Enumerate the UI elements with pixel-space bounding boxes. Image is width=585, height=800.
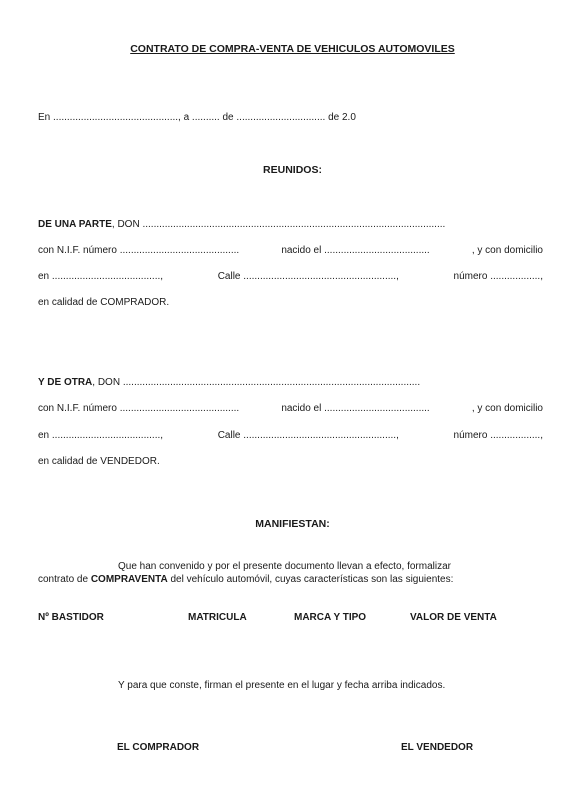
buyer-birth-field: nacido el ...................................... [281,245,430,256]
seller-birth-field: nacido el ...................................... [281,403,430,414]
column-bastidor: Nº BASTIDOR [38,612,104,623]
reunidos-heading: REUNIDOS: [263,164,322,176]
seller-name-line [38,376,543,390]
buyer-name-line [38,218,543,232]
seller-street-field: Calle ......................................................., [217,430,399,441]
closing-line: Y para que conste, firman el presente en el lugar y fecha arriba indicados. [118,680,446,691]
seller-signature-label: EL VENDEDOR [401,742,474,753]
seller-name-field: , DON ........................................................................................................... [92,377,421,388]
manifiestan-bold: COMPRAVENTA [90,574,168,585]
buyer-domicile-label: , y con domicilio [471,245,543,256]
buyer-address-line [38,270,543,284]
buyer-role-line: en calidad de COMPRADOR. [38,297,170,308]
document-title: CONTRATO DE COMPRA-VENTA DE VEHICULOS AUTOMOVILES [130,43,455,55]
column-marca-tipo: MARCA Y TIPO [294,612,367,623]
manifiestan-post: del vehículo automóvil, cuyas características son las siguientes: [170,574,454,585]
seller-city-field: en ......................................., [38,430,164,441]
buyer-name-field: , DON ............................................................................................................. [111,219,446,230]
manifiestan-pre: contrato de [38,574,89,585]
buyer-signature-label: EL COMPRADOR [117,742,200,753]
seller-nif-line [38,402,543,416]
seller-role-line: en calidad de VENDEDOR. [38,456,160,467]
date-line: En ............................................., a .......... de ................................ de 2.0 [38,112,356,123]
seller-lead: Y DE OTRA [38,377,93,388]
buyer-lead: DE UNA PARTE [38,219,112,230]
buyer-street-field: Calle ......................................................., [217,271,399,282]
seller-nif-field: con N.I.F. número ........................................... [38,403,240,414]
manifiestan-line-1: Que han convenido y por el presente documento llevan a efecto, formalizar [118,561,451,572]
buyer-nif-line [38,244,543,258]
buyer-number-field: número .................., [453,271,543,282]
seller-domicile-label: , y con domicilio [471,403,543,414]
manifiestan-line-2 [38,573,543,587]
seller-number-field: número .................., [453,430,543,441]
column-valor-venta: VALOR DE VENTA [410,612,497,623]
buyer-city-field: en ......................................., [38,271,164,282]
column-matricula: MATRICULA [188,612,247,623]
manifiestan-heading: MANIFIESTAN: [255,518,330,530]
buyer-nif-field: con N.I.F. número ........................................... [38,245,240,256]
seller-address-line [38,429,543,443]
